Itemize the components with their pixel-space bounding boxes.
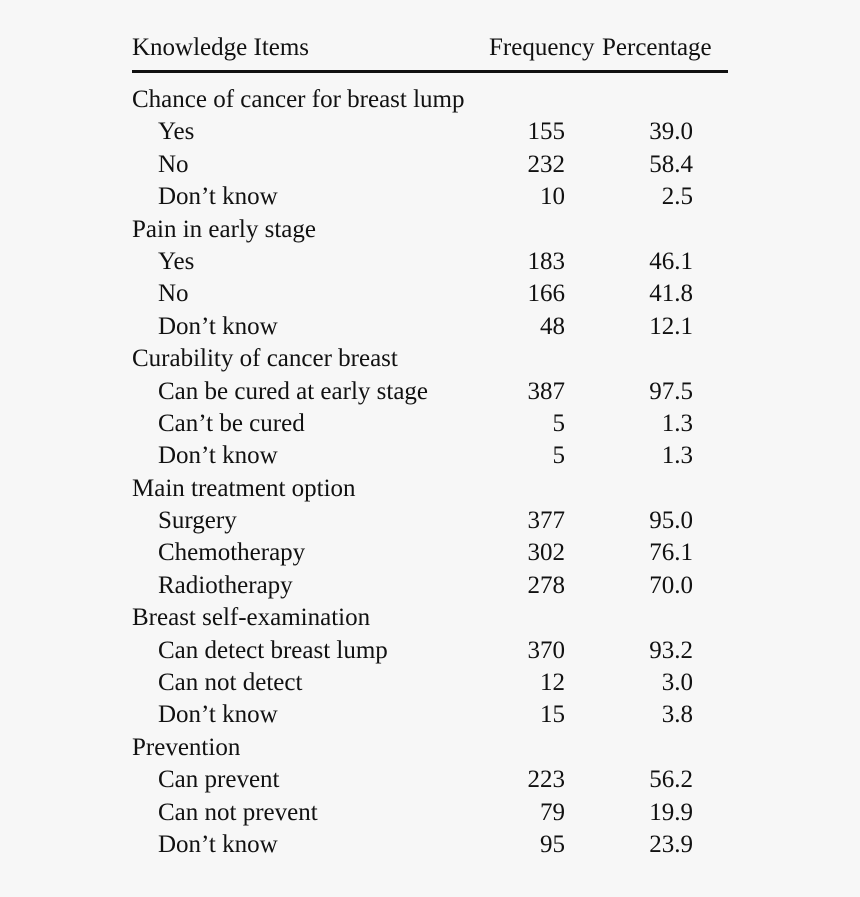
row-label: Chemotherapy [158,539,306,567]
table-row [132,440,728,472]
row-label: Can prevent [158,766,280,794]
row-frequency: 232 [527,150,565,178]
row-frequency: 302 [527,539,565,567]
table-row [132,246,728,278]
table-row [132,408,728,440]
row-percentage: 95.0 [649,507,693,535]
row-frequency: 377 [527,507,565,535]
table-row [132,149,728,181]
table-body [132,73,728,861]
group-row [132,732,728,764]
table-row [132,537,728,569]
table-row [132,829,728,861]
row-percentage: 3.8 [661,701,693,729]
table-row [132,699,728,731]
row-percentage: 1.3 [661,442,693,470]
header-knowledge-items: Knowledge Items [132,34,310,61]
table-row [132,505,728,537]
group-row [132,214,728,246]
row-label: Don’t know [158,701,278,729]
group-title: Prevention [132,733,241,761]
row-frequency: 155 [527,118,565,146]
row-frequency: 79 [540,798,565,826]
table-row [132,667,728,699]
row-frequency: 5 [552,409,565,437]
table-row [132,278,728,310]
row-frequency: 5 [552,442,565,470]
group-title: Main treatment option [132,474,356,502]
knowledge-table [132,30,728,861]
row-label: Can be cured at early stage [158,377,429,405]
header-percentage: Percentage [602,34,712,61]
row-frequency: 370 [527,636,565,664]
row-frequency: 12 [540,669,565,697]
row-label: Don’t know [158,830,278,858]
row-frequency: 95 [540,830,565,858]
table-row [132,570,728,602]
row-label: Yes [158,247,195,275]
row-percentage: 12.1 [649,312,693,340]
row-percentage: 70.0 [649,571,693,599]
row-label: Don’t know [158,312,278,340]
group-title: Breast self-examination [132,604,371,632]
row-label: Don’t know [158,442,278,470]
row-percentage: 41.8 [649,280,693,308]
table-row [132,376,728,408]
row-percentage: 39.0 [649,118,693,146]
row-label: Can’t be cured [158,409,305,437]
group-row [132,343,728,375]
table-row [132,116,728,148]
row-percentage: 46.1 [649,247,693,275]
row-label: Radiotherapy [158,571,293,599]
row-label: No [158,150,189,178]
group-row [132,84,728,116]
row-frequency: 278 [527,571,565,599]
table-row [132,797,728,829]
row-percentage: 19.9 [649,798,693,826]
row-percentage: 58.4 [649,150,693,178]
table-row [132,181,728,213]
row-percentage: 97.5 [649,377,693,405]
row-frequency: 183 [527,247,565,275]
group-row [132,473,728,505]
group-title: Pain in early stage [132,215,316,243]
header-frequency: Frequency [489,34,595,61]
group-row [132,602,728,634]
table-row [132,764,728,796]
row-frequency: 15 [540,701,565,729]
row-percentage: 3.0 [661,669,693,697]
group-title: Curability of cancer breast [132,345,398,373]
row-frequency: 223 [527,766,565,794]
row-label: Yes [158,118,195,146]
row-percentage: 93.2 [649,636,693,664]
row-label: Can not detect [158,669,303,697]
row-label: No [158,280,189,308]
row-percentage: 76.1 [649,539,693,567]
row-label: Surgery [158,507,237,535]
row-percentage: 2.5 [661,183,693,211]
row-frequency: 166 [527,280,565,308]
row-label: Can not prevent [158,798,318,826]
row-frequency: 48 [540,312,565,340]
group-title: Chance of cancer for breast lump [132,86,465,113]
row-percentage: 23.9 [649,830,693,858]
table-row [132,635,728,667]
row-frequency: 387 [527,377,565,405]
table-row [132,311,728,343]
table-header [132,30,728,70]
row-percentage: 56.2 [649,766,693,794]
row-frequency: 10 [540,183,565,211]
row-label: Can detect breast lump [158,636,388,664]
row-label: Don’t know [158,183,278,211]
row-percentage: 1.3 [661,409,693,437]
